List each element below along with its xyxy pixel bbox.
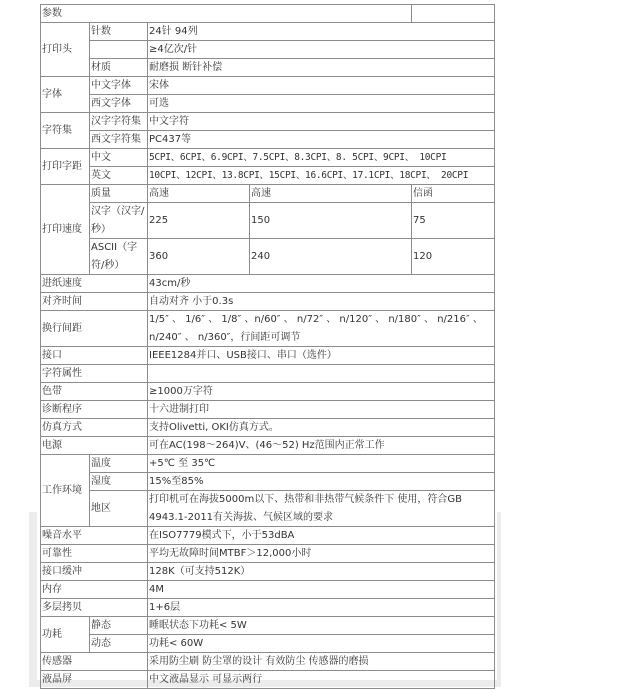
table-row xyxy=(41,113,495,131)
row-value: 可在AC(198～264)V、(46～52) Hz范围内正常工作 xyxy=(148,437,495,455)
group-label: 字体 xyxy=(41,77,90,113)
table-row xyxy=(41,311,495,347)
table-row xyxy=(41,473,495,491)
row-value: 耐磨损 断针补偿 xyxy=(148,59,495,77)
row-key: 英文 xyxy=(90,167,148,185)
row-key: 西文字符集 xyxy=(90,131,148,149)
row-value: 打印机可在海拔5000m以下、热带和非热带气候条件下 使用，符合GB 4943.1-2011有关海拔、气候区域的要求 xyxy=(148,491,495,527)
table-row xyxy=(41,365,495,383)
table-row xyxy=(41,527,495,545)
table-row xyxy=(41,545,495,563)
row-value: +5℃ 至 35℃ xyxy=(148,455,495,473)
row-value: 自动对齐 小于0.3s xyxy=(148,293,495,311)
table-row xyxy=(41,275,495,293)
spec-table xyxy=(40,4,495,689)
row-key: 噪音水平 xyxy=(41,527,148,545)
row-value: 1+6层 xyxy=(148,599,495,617)
row-value: 支持Olivetti, OKI仿真方式。 xyxy=(148,419,495,437)
header-label: 参数 xyxy=(41,5,412,23)
table-row xyxy=(41,581,495,599)
table-row xyxy=(41,563,495,581)
table-row xyxy=(41,491,495,527)
table-row xyxy=(41,41,495,59)
group-label: 功耗 xyxy=(41,617,90,653)
table-row xyxy=(41,401,495,419)
row-value: ≥4亿次/针 xyxy=(148,41,495,59)
group-label: 打印速度 xyxy=(41,185,90,275)
row-value xyxy=(148,365,495,383)
row-key: 湿度 xyxy=(90,473,148,491)
row-key: 温度 xyxy=(90,455,148,473)
row-value: 10CPI、12CPI、13.8CPI、15CPI、16.6CPI、17.1CPI、18CPI、 20CPI xyxy=(148,167,495,185)
speed-c1: 360 xyxy=(148,239,250,275)
table-row xyxy=(41,95,495,113)
group-label: 字符集 xyxy=(41,113,90,149)
table-row xyxy=(41,239,495,275)
speed-c2: 240 xyxy=(250,239,412,275)
table-row xyxy=(41,149,495,167)
row-value: 采用防尘刷 防尘罩的设计 有效防尘 传感器的磨损 xyxy=(148,653,495,671)
row-value: 4M xyxy=(148,581,495,599)
table-row xyxy=(41,671,495,689)
row-key: 仿真方式 xyxy=(41,419,148,437)
row-key: 可靠性 xyxy=(41,545,148,563)
row-key: 接口缓冲 xyxy=(41,563,148,581)
table-row xyxy=(41,77,495,95)
table-row xyxy=(41,347,495,365)
row-value: PC437等 xyxy=(148,131,495,149)
row-value: 在ISO7779模式下，小于53dBA xyxy=(148,527,495,545)
row-value: 5CPI、6CPI、6.9CPI、7.5CPI、8.3CPI、8. 5CPI、9CPI、 10CPI xyxy=(148,149,495,167)
group-label: 打印字距 xyxy=(41,149,90,185)
row-value: 平均无故障时间MTBF＞12,000小时 xyxy=(148,545,495,563)
row-value: 15%至85% xyxy=(148,473,495,491)
speed-header-c3: 信函 xyxy=(412,185,495,203)
row-key: 材质 xyxy=(90,59,148,77)
row-value: 中文液晶显示 可显示两行 xyxy=(148,671,495,689)
table-row xyxy=(41,437,495,455)
group-label: 打印头 xyxy=(41,23,90,77)
row-key: 接口 xyxy=(41,347,148,365)
table-header-row xyxy=(41,5,495,23)
table-row xyxy=(41,383,495,401)
row-key: 动态 xyxy=(90,635,148,653)
speed-c3: 75 xyxy=(412,203,495,239)
row-key: 多层拷贝 xyxy=(41,599,148,617)
table-row xyxy=(41,167,495,185)
row-key: 色带 xyxy=(41,383,148,401)
row-value: ≥1000万字符 xyxy=(148,383,495,401)
row-key: 针数 xyxy=(90,23,148,41)
row-key: 静态 xyxy=(90,617,148,635)
speed-c2: 150 xyxy=(250,203,412,239)
header-extra xyxy=(412,5,495,23)
row-key: 电源 xyxy=(41,437,148,455)
row-key: 中文 xyxy=(90,149,148,167)
speed-header-key: 质量 xyxy=(90,185,148,203)
row-key: 中文字体 xyxy=(90,77,148,95)
table-row xyxy=(41,59,495,77)
row-value: 十六进制打印 xyxy=(148,401,495,419)
row-key: 换行间距 xyxy=(41,311,148,347)
row-key: 进纸速度 xyxy=(41,275,148,293)
table-row xyxy=(41,131,495,149)
row-key: 对齐时间 xyxy=(41,293,148,311)
row-key: ASCII（字符/秒） xyxy=(90,239,148,275)
speed-c3: 120 xyxy=(412,239,495,275)
row-key: 字符属性 xyxy=(41,365,148,383)
table-row xyxy=(41,203,495,239)
row-key xyxy=(90,41,148,59)
row-value: 24针 94列 xyxy=(148,23,495,41)
row-value: 可选 xyxy=(148,95,495,113)
row-key: 西文字体 xyxy=(90,95,148,113)
row-key: 诊断程序 xyxy=(41,401,148,419)
table-row xyxy=(41,617,495,635)
table-row xyxy=(41,455,495,473)
table-row xyxy=(41,185,495,203)
row-key: 汉字（汉字/秒） xyxy=(90,203,148,239)
speed-header-c2: 高速 xyxy=(250,185,412,203)
table-row xyxy=(41,599,495,617)
row-value: 宋体 xyxy=(148,77,495,95)
row-value: 睡眠状态下功耗< 5W xyxy=(148,617,495,635)
row-value: 功耗< 60W xyxy=(148,635,495,653)
row-value: 128K（可支持512K） xyxy=(148,563,495,581)
row-key: 汉字字符集 xyxy=(90,113,148,131)
table-row xyxy=(41,419,495,437)
row-key: 传感器 xyxy=(41,653,148,671)
table-row xyxy=(41,653,495,671)
group-label: 工作环境 xyxy=(41,455,90,527)
table-row xyxy=(41,23,495,41)
row-value: 中文字符 xyxy=(148,113,495,131)
row-key: 内存 xyxy=(41,581,148,599)
row-key: 液晶屏 xyxy=(41,671,148,689)
row-value: 1/5″ 、 1/6″ 、 1/8″ 、n/60″ 、 n/72″ 、 n/120″ 、 n/180″ 、 n/216″ 、 n/240″ 、 n/360″，行间距可调节 xyxy=(148,311,495,347)
speed-c1: 225 xyxy=(148,203,250,239)
row-key: 地区 xyxy=(90,491,148,527)
speed-header-c1: 高速 xyxy=(148,185,250,203)
row-value: 43cm/秒 xyxy=(148,275,495,293)
table-row xyxy=(41,635,495,653)
row-value: IEEE1284并口、USB接口、串口（选件） xyxy=(148,347,495,365)
table-row xyxy=(41,293,495,311)
